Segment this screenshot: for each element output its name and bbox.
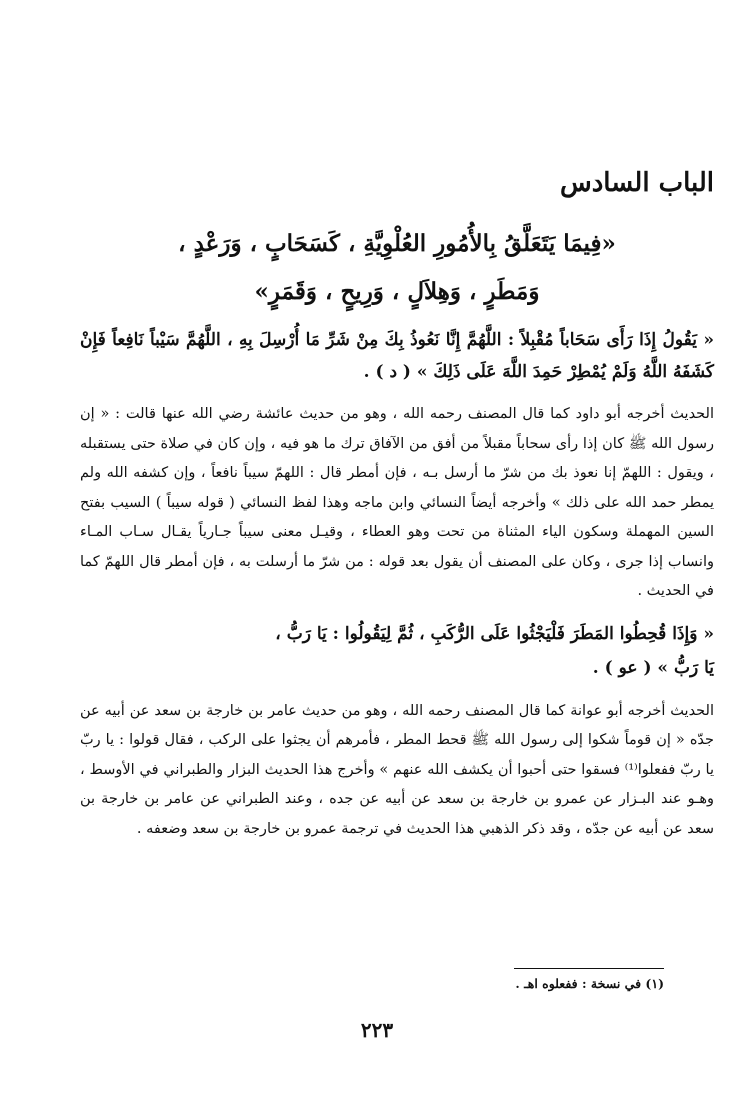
hadith-2-line-2: يَا رَبُّ » ( عو ) . [592,657,714,678]
section-heading-line-1: «فِيمَا يَتَعَلَّقُ بِالأُمُورِ العُلْوِيَّةِ ، كَسَحَابٍ ، وَرَعْدٍ ، [178,230,616,257]
page-number: ٢٢٣ [360,1018,394,1042]
chapter-title: الباب السادس [559,168,714,198]
footnote-divider [514,968,664,969]
section-heading-line-2: وَمَطَرٍ ، وَهِلاَلٍ ، وَرِيحٍ ، وَقَمَرٍ» [254,278,540,305]
content-area [80,168,714,854]
hadith-text-1: « يَقُولُ إِذَا رَأَى سَحَاباً مُقْبِلاً : اللَّهُمَّ إِنَّا نَعُوذُ بِكَ مِنْ شَرِّ مَا أُرْسِلَ بِهِ ، اللَّهُمَّ سَيْباً نَافِعاً فَإِنْ كَشَفَهُ اللَّهُ وَلَمْ يُمْطِرْ حَمِدَ اللَّهَ عَلَى ذَلِكَ » ( د ) . [80,330,714,382]
commentary-paragraph-2: الحديث أخرجه أبو عوانة كما قال المصنف رحمه الله ، وهو من حديث عامر بن خارجة بن سعد عن أبيه عن جدّه « إن قوماً شكوا إلى رسول الله ﷺ قحط المطر ، فأمرهم أن يجثوا على الركب ، فقال قولوا : يا ربّ يا ربّ ففعلوا⁽¹⁾ فسقوا حتى أحبوا أن يكشف الله عنهم » وأخرج هذا الحديث البزار والطبراني في الأوسط ، وهـو عند البـزار عن عمرو بن خارجة بن سعد عن أبيه عن جده ، وعند الطبراني عن عامر بن خارجة بن سعد عن أبيه عن جدّه ، وقد ذكر الذهبي هذا الحديث في ترجمة عمرو بن خارجة بن سعد وضعفه . [80,702,714,837]
hadith-2-line-1: « وَإِذَا قُحِطُوا المَطَرَ فَلْيَجْثُوا عَلَى الرُّكَبِ ، ثُمَّ لِيَقُولُوا : يَا رَبُّ ، [275,623,714,644]
section-heading [80,220,714,316]
commentary-paragraph-1: الحديث أخرجه أبو داود كما قال المصنف رحمه الله ، وهو من حديث عائشة رضي الله عنها قالت : « إن رسول الله ﷺ كان إذا رأى سحاباً مقبلاً من أفق من الآفاق ترك ما هو فيه ، وإن كان في صلاة حتى يستقبله ، ويقول : اللهمّ إنا نعوذ بك من شرّ ما أرسل بـه ، فإن أمطر قال : اللهمّ سيباً نافعاً ، وإن كشفه الله ولم يمطر حمد الله على ذلك » وأخرجه أيضاً النسائي وابن ماجه وهذا لفظ النسائي ( قوله سيباً ) السيب بفتح السين المهملة وسكون الياء المثناة من تحت وهو العطاء ، وقيـل معنى سيباً جـارياً يقـال سـاب المـاء وانساب إذا جرى ، وكان على المصنف أن يقول بعد قوله : من شرّ ما أرسلت به ، فإن أمطر قال اللهمّ كما في الحديث . [80,406,714,599]
hadith-text-2 [80,617,714,685]
footnote: (١) في نسخة : ففعلوه اهـ . [515,976,664,991]
